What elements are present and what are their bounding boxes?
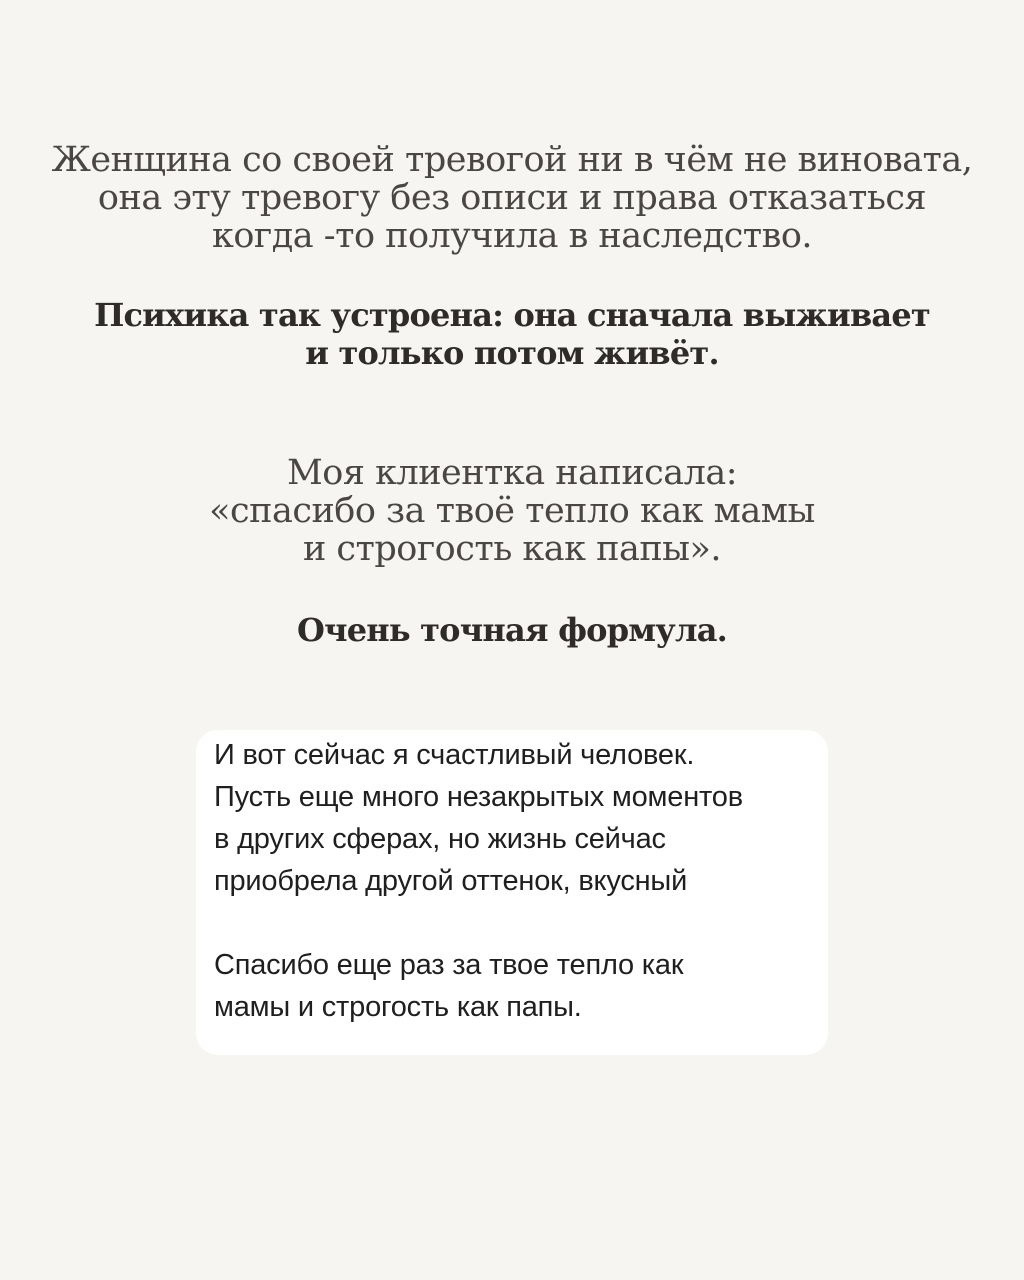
intro-paragraph [0,141,1024,255]
message-screenshot-card [196,730,828,1055]
message-line-5: Спасибо еще раз за твое тепло как [214,949,684,981]
psyche-line-1: Психика так устроена: она сначала выживает [94,296,930,334]
message-line-1: И вот сейчас я счастливый человек. [214,739,695,771]
message-line-6: мамы и строгость как папы. [214,991,582,1023]
intro-line-1: Женщина со своей тревогой ни в чём не виновата, [51,140,973,180]
message-line-2: Пусть еще много незакрытых моментов [214,781,743,813]
client-line-1: Моя клиентка написала: [286,453,738,493]
formula-line-1: Очень точная формула. [297,611,727,649]
intro-line-3: когда -то получила в наследство. [211,216,813,256]
formula-statement [0,611,1024,649]
message-line-3: в других сферах, но жизнь сейчас [214,823,666,855]
psyche-line-2: и только потом живёт. [305,334,719,372]
message-text [214,734,743,1028]
client-line-2: «спасибо за твоё тепло как мамы [209,491,815,531]
psyche-statement [0,296,1024,372]
message-line-4: приобрела другой оттенок, вкусный [214,865,688,897]
intro-line-2: она эту тревогу без описи и права отказаться [97,178,927,218]
message-gap [214,902,743,944]
client-line-3: и строгость как папы». [302,529,722,569]
client-quote-paragraph [0,454,1024,568]
